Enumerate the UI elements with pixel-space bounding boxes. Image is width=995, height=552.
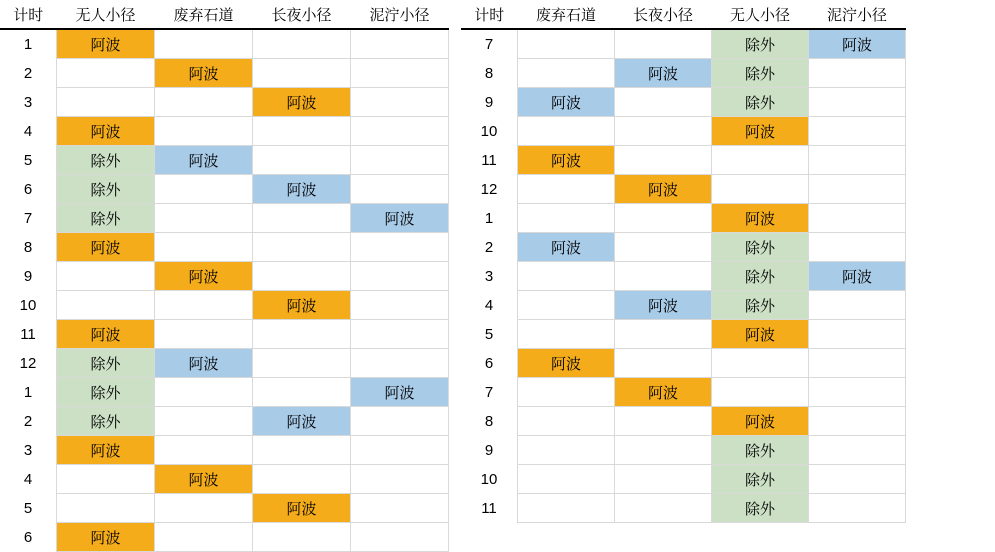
schedule-cell[interactable] bbox=[518, 204, 615, 233]
row-time-label: 5 bbox=[0, 494, 57, 523]
schedule-cell[interactable]: 阿波 bbox=[57, 320, 155, 349]
schedule-cell[interactable]: 除外 bbox=[712, 465, 809, 494]
schedule-cell[interactable] bbox=[615, 320, 712, 349]
schedule-cell[interactable] bbox=[809, 320, 906, 349]
row-time-label: 1 bbox=[0, 29, 57, 59]
column-header-path: 长夜小径 bbox=[615, 0, 712, 29]
schedule-cell[interactable] bbox=[809, 465, 906, 494]
schedule-cell[interactable] bbox=[253, 146, 351, 175]
schedule-cell[interactable] bbox=[155, 233, 253, 262]
schedule-cell[interactable] bbox=[351, 117, 449, 146]
schedule-cell[interactable] bbox=[351, 233, 449, 262]
schedule-cell[interactable]: 除外 bbox=[57, 407, 155, 436]
table-row bbox=[461, 465, 906, 494]
schedule-cell[interactable] bbox=[518, 175, 615, 204]
row-time-label: 2 bbox=[461, 233, 518, 262]
schedule-cell[interactable] bbox=[253, 378, 351, 407]
schedule-cell[interactable] bbox=[615, 117, 712, 146]
row-time-label: 6 bbox=[0, 175, 57, 204]
table-row bbox=[0, 349, 449, 378]
schedule-cell[interactable] bbox=[253, 523, 351, 552]
table-row bbox=[461, 378, 906, 407]
column-header-time: 计时 bbox=[461, 0, 518, 29]
table-row bbox=[0, 407, 449, 436]
schedule-cell[interactable]: 阿波 bbox=[155, 465, 253, 494]
table-row bbox=[0, 320, 449, 349]
schedule-cell[interactable] bbox=[809, 233, 906, 262]
table-row bbox=[461, 175, 906, 204]
row-time-label: 3 bbox=[0, 88, 57, 117]
table-left bbox=[0, 0, 449, 552]
schedule-cell[interactable] bbox=[518, 59, 615, 88]
schedule-cell[interactable]: 除外 bbox=[712, 29, 809, 59]
schedule-cell[interactable] bbox=[155, 88, 253, 117]
table-header-row bbox=[0, 0, 449, 29]
row-time-label: 11 bbox=[0, 320, 57, 349]
schedule-cell[interactable] bbox=[809, 494, 906, 523]
schedule-cell[interactable] bbox=[809, 117, 906, 146]
schedule-cell[interactable]: 阿波 bbox=[155, 146, 253, 175]
table-row bbox=[0, 59, 449, 88]
schedule-cell[interactable]: 阿波 bbox=[155, 59, 253, 88]
schedule-cell[interactable]: 阿波 bbox=[712, 204, 809, 233]
schedule-cell[interactable]: 阿波 bbox=[615, 378, 712, 407]
row-time-label: 7 bbox=[461, 29, 518, 59]
schedule-cell[interactable]: 阿波 bbox=[351, 378, 449, 407]
schedule-cell[interactable]: 阿波 bbox=[57, 117, 155, 146]
schedule-cell[interactable] bbox=[615, 233, 712, 262]
row-time-label: 12 bbox=[0, 349, 57, 378]
column-header-path: 无人小径 bbox=[57, 0, 155, 29]
right-table-wrapper bbox=[461, 0, 906, 523]
schedule-cell[interactable] bbox=[518, 262, 615, 291]
schedule-cell[interactable]: 除外 bbox=[57, 175, 155, 204]
schedule-cell[interactable] bbox=[518, 407, 615, 436]
table-row bbox=[461, 88, 906, 117]
schedule-cell[interactable] bbox=[253, 262, 351, 291]
schedule-cell[interactable] bbox=[57, 59, 155, 88]
row-time-label: 11 bbox=[461, 146, 518, 175]
table-row bbox=[0, 262, 449, 291]
schedule-cell[interactable]: 阿波 bbox=[712, 407, 809, 436]
schedule-cell[interactable] bbox=[351, 349, 449, 378]
schedule-cell[interactable] bbox=[615, 204, 712, 233]
schedule-cell[interactable] bbox=[615, 262, 712, 291]
row-time-label: 5 bbox=[461, 320, 518, 349]
schedule-cell[interactable]: 阿波 bbox=[155, 349, 253, 378]
table-row bbox=[461, 117, 906, 146]
table-row bbox=[0, 378, 449, 407]
table-row bbox=[0, 436, 449, 465]
schedule-cell[interactable]: 除外 bbox=[57, 146, 155, 175]
schedule-cell[interactable]: 阿波 bbox=[518, 88, 615, 117]
schedule-cell[interactable]: 除外 bbox=[57, 349, 155, 378]
schedule-cell[interactable]: 除外 bbox=[712, 291, 809, 320]
schedule-cell[interactable] bbox=[155, 117, 253, 146]
schedule-cell[interactable]: 除外 bbox=[712, 436, 809, 465]
schedule-cell[interactable]: 阿波 bbox=[155, 262, 253, 291]
schedule-cell[interactable] bbox=[518, 378, 615, 407]
row-time-label: 6 bbox=[0, 523, 57, 552]
schedule-cell[interactable] bbox=[57, 465, 155, 494]
row-time-label: 7 bbox=[0, 204, 57, 233]
schedule-cell[interactable]: 除外 bbox=[712, 59, 809, 88]
column-header-path: 长夜小径 bbox=[253, 0, 351, 29]
schedule-cell[interactable]: 除外 bbox=[712, 88, 809, 117]
row-time-label: 12 bbox=[461, 175, 518, 204]
schedule-cell[interactable]: 阿波 bbox=[253, 407, 351, 436]
schedule-cell[interactable] bbox=[57, 494, 155, 523]
schedule-cell[interactable] bbox=[253, 349, 351, 378]
schedule-cell[interactable] bbox=[351, 59, 449, 88]
table-header-row bbox=[461, 0, 906, 29]
schedule-cell[interactable] bbox=[253, 465, 351, 494]
row-time-label: 4 bbox=[461, 291, 518, 320]
schedule-cell[interactable]: 阿波 bbox=[253, 494, 351, 523]
table-row bbox=[0, 146, 449, 175]
schedule-cell[interactable] bbox=[615, 494, 712, 523]
row-time-label: 10 bbox=[461, 117, 518, 146]
table-gap bbox=[449, 0, 461, 535]
schedule-cell[interactable] bbox=[57, 88, 155, 117]
schedule-cell[interactable] bbox=[351, 465, 449, 494]
schedule-cell[interactable] bbox=[518, 494, 615, 523]
column-header-path: 泥泞小径 bbox=[809, 0, 906, 29]
table-row bbox=[461, 233, 906, 262]
schedule-cell[interactable] bbox=[809, 88, 906, 117]
table-row bbox=[461, 320, 906, 349]
schedule-cell[interactable] bbox=[155, 291, 253, 320]
schedule-cell[interactable] bbox=[351, 523, 449, 552]
schedule-cell[interactable]: 阿波 bbox=[57, 233, 155, 262]
schedule-cell[interactable] bbox=[518, 291, 615, 320]
schedule-cell[interactable] bbox=[351, 320, 449, 349]
schedule-cell[interactable] bbox=[155, 320, 253, 349]
row-time-label: 1 bbox=[0, 378, 57, 407]
schedule-cell[interactable] bbox=[615, 407, 712, 436]
schedule-cell[interactable]: 阿波 bbox=[57, 436, 155, 465]
schedule-cell[interactable] bbox=[155, 175, 253, 204]
schedule-cell[interactable]: 除外 bbox=[712, 494, 809, 523]
schedule-cell[interactable] bbox=[809, 175, 906, 204]
table-row bbox=[0, 88, 449, 117]
schedule-cell[interactable] bbox=[518, 320, 615, 349]
schedule-cell[interactable] bbox=[253, 117, 351, 146]
schedule-cell[interactable] bbox=[155, 204, 253, 233]
table-row bbox=[461, 146, 906, 175]
schedule-cell[interactable] bbox=[809, 59, 906, 88]
schedule-cell[interactable] bbox=[615, 29, 712, 59]
row-time-label: 3 bbox=[0, 436, 57, 465]
column-header-time: 计时 bbox=[0, 0, 57, 29]
table-row bbox=[0, 494, 449, 523]
schedule-cell[interactable] bbox=[615, 146, 712, 175]
table-row bbox=[461, 29, 906, 59]
row-time-label: 5 bbox=[0, 146, 57, 175]
schedule-cell[interactable]: 阿波 bbox=[253, 88, 351, 117]
schedule-cell[interactable] bbox=[351, 29, 449, 59]
row-time-label: 4 bbox=[0, 117, 57, 146]
column-header-path: 无人小径 bbox=[712, 0, 809, 29]
schedule-cell[interactable]: 阿波 bbox=[57, 29, 155, 59]
schedule-cell[interactable]: 阿波 bbox=[615, 175, 712, 204]
schedule-cell[interactable]: 阿波 bbox=[712, 320, 809, 349]
schedule-cell[interactable]: 除外 bbox=[712, 262, 809, 291]
table-row bbox=[461, 59, 906, 88]
schedule-cell[interactable] bbox=[253, 233, 351, 262]
schedule-cell[interactable] bbox=[809, 378, 906, 407]
table-row bbox=[0, 204, 449, 233]
table-row bbox=[0, 465, 449, 494]
schedule-cell[interactable]: 阿波 bbox=[615, 291, 712, 320]
row-time-label: 8 bbox=[461, 407, 518, 436]
schedule-cell[interactable] bbox=[518, 436, 615, 465]
table-row bbox=[0, 29, 449, 59]
table-row bbox=[0, 291, 449, 320]
schedule-cell[interactable]: 阿波 bbox=[57, 523, 155, 552]
schedule-cell[interactable] bbox=[253, 204, 351, 233]
table-row bbox=[0, 117, 449, 146]
table-row bbox=[0, 523, 449, 552]
schedule-cell[interactable] bbox=[712, 349, 809, 378]
table-row bbox=[461, 407, 906, 436]
table-row bbox=[461, 204, 906, 233]
schedule-cell[interactable] bbox=[809, 349, 906, 378]
schedule-cell[interactable] bbox=[518, 117, 615, 146]
row-time-label: 1 bbox=[461, 204, 518, 233]
schedule-cell[interactable] bbox=[351, 88, 449, 117]
schedule-cell[interactable] bbox=[809, 146, 906, 175]
schedule-cell[interactable]: 阿波 bbox=[712, 117, 809, 146]
schedule-cell[interactable]: 除外 bbox=[57, 378, 155, 407]
schedule-cell[interactable] bbox=[351, 291, 449, 320]
row-time-label: 8 bbox=[461, 59, 518, 88]
schedule-cell[interactable] bbox=[155, 494, 253, 523]
schedule-cell[interactable] bbox=[351, 407, 449, 436]
schedule-cell[interactable]: 阿波 bbox=[351, 204, 449, 233]
schedule-cell[interactable]: 阿波 bbox=[518, 349, 615, 378]
schedule-cell[interactable] bbox=[712, 175, 809, 204]
table-row bbox=[461, 349, 906, 378]
row-time-label: 11 bbox=[461, 494, 518, 523]
schedule-cell[interactable]: 阿波 bbox=[615, 59, 712, 88]
row-time-label: 10 bbox=[461, 465, 518, 494]
row-time-label: 2 bbox=[0, 407, 57, 436]
schedule-cell[interactable] bbox=[712, 378, 809, 407]
schedule-cell[interactable]: 阿波 bbox=[253, 175, 351, 204]
schedule-cell[interactable] bbox=[351, 262, 449, 291]
left-table-wrapper bbox=[0, 0, 449, 552]
table-row bbox=[0, 233, 449, 262]
schedule-cell[interactable] bbox=[615, 465, 712, 494]
row-time-label: 4 bbox=[0, 465, 57, 494]
schedule-cell[interactable] bbox=[155, 407, 253, 436]
schedule-cell[interactable] bbox=[809, 204, 906, 233]
schedule-cell[interactable] bbox=[253, 29, 351, 59]
schedule-cell[interactable]: 阿波 bbox=[518, 233, 615, 262]
schedule-cell[interactable] bbox=[155, 523, 253, 552]
schedule-cell[interactable] bbox=[253, 320, 351, 349]
row-time-label: 3 bbox=[461, 262, 518, 291]
schedule-cell[interactable] bbox=[615, 349, 712, 378]
schedule-cell[interactable] bbox=[351, 146, 449, 175]
schedule-cell[interactable] bbox=[57, 262, 155, 291]
schedule-cell[interactable]: 除外 bbox=[57, 204, 155, 233]
schedule-cell[interactable] bbox=[253, 436, 351, 465]
schedule-cell[interactable] bbox=[809, 436, 906, 465]
schedule-cell[interactable]: 阿波 bbox=[253, 291, 351, 320]
table-row bbox=[461, 291, 906, 320]
row-time-label: 8 bbox=[0, 233, 57, 262]
schedule-cell[interactable] bbox=[57, 291, 155, 320]
schedule-cell[interactable] bbox=[518, 465, 615, 494]
row-time-label: 9 bbox=[461, 436, 518, 465]
schedule-cell[interactable] bbox=[809, 291, 906, 320]
row-time-label: 7 bbox=[461, 378, 518, 407]
schedule-cell[interactable]: 阿波 bbox=[809, 29, 906, 59]
schedule-cell[interactable]: 阿波 bbox=[809, 262, 906, 291]
table-row bbox=[0, 175, 449, 204]
schedule-cell[interactable] bbox=[155, 29, 253, 59]
schedule-cell[interactable] bbox=[809, 407, 906, 436]
row-time-label: 6 bbox=[461, 349, 518, 378]
table-row bbox=[461, 262, 906, 291]
table-row bbox=[461, 494, 906, 523]
schedule-cell[interactable] bbox=[351, 494, 449, 523]
schedule-cell[interactable] bbox=[253, 59, 351, 88]
column-header-path: 废弃石道 bbox=[155, 0, 253, 29]
column-header-path: 泥泞小径 bbox=[351, 0, 449, 29]
table-right bbox=[461, 0, 906, 523]
schedule-cell[interactable]: 除外 bbox=[712, 233, 809, 262]
schedule-cell[interactable] bbox=[518, 29, 615, 59]
schedule-cell[interactable] bbox=[155, 378, 253, 407]
schedule-cell[interactable] bbox=[351, 436, 449, 465]
schedule-cell[interactable]: 阿波 bbox=[518, 146, 615, 175]
schedule-cell[interactable] bbox=[155, 436, 253, 465]
schedule-cell[interactable] bbox=[351, 175, 449, 204]
schedule-cell[interactable] bbox=[615, 88, 712, 117]
schedule-cell[interactable] bbox=[712, 146, 809, 175]
table-row bbox=[461, 436, 906, 465]
schedule-cell[interactable] bbox=[615, 436, 712, 465]
row-time-label: 10 bbox=[0, 291, 57, 320]
column-header-path: 废弃石道 bbox=[518, 0, 615, 29]
row-time-label: 9 bbox=[461, 88, 518, 117]
row-time-label: 2 bbox=[0, 59, 57, 88]
row-time-label: 9 bbox=[0, 262, 57, 291]
